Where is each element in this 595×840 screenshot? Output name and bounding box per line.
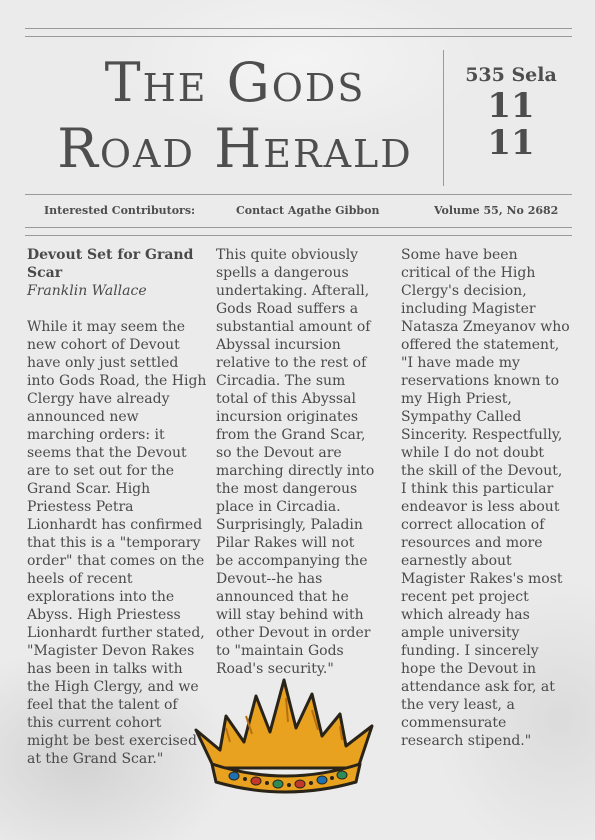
date-month: 535 Sela (465, 64, 557, 86)
date-line2: 11 (487, 86, 535, 126)
article-body-col1: While it may seem the new cohort of Devout have only just settled into Gods Road, the High Clergy have already announced new marching orders: it seems that the Devout are to set out for the Grand Scar. High Priestess Petra Lionhardt has confirmed that this is a "temporary order" that comes on the heels of recent explorations into the Abyss. High Priestess Lionhardt further stated, "Magister Devon Rakes has been in talks with the High Clergy, and we feel that the talent of this current cohort might be best exercised at the Grand Scar." (27, 319, 207, 767)
masthead-divider (443, 50, 444, 186)
top-rule-inner (25, 36, 572, 37)
article-column-2 (216, 246, 376, 678)
top-rule (25, 28, 572, 29)
article-body-col3: Some have been critical of the High Clergy's decision, including Magister Natasza Zmeyanov who offered the statement, "I have made my reservations known to my High Priest, Sympathy Called Sincerity. Respectfully, while I do not doubt the skill of the Devout, I think this particular endeavor is less about correct allocation of resources and more earnestly about Magister Rakes's most recent pet project which already has ample university funding. I sincerely hope the Devout in attendance ask for, at the very least, a commensurate research stipend." (401, 247, 570, 749)
issue-date (445, 62, 577, 162)
article-byline: Franklin Wallace (27, 283, 147, 299)
info-rule-bottom (25, 227, 572, 228)
article-column-1 (27, 246, 207, 768)
date-line3: 11 (487, 123, 535, 163)
masthead-line2: Road Herald (57, 117, 413, 180)
contact-label: Contact Agathe Gibbon (236, 204, 380, 217)
article-column-3 (401, 246, 571, 750)
crown-icon (186, 676, 384, 802)
info-rule-top (25, 194, 572, 195)
masthead-line1: The Gods (104, 51, 366, 114)
article-headline: Devout Set for Grand Scar (27, 247, 194, 281)
article-body-col2: This quite obviously spells a dangerous undertaking. Afterall, Gods Road suffers a substantial amount of Abyssal incursion relative to the rest of Circadia. The sum total of this Abyssal incursion originates from the Grand Scar, so the Devout are marching directly into the most dangerous place in Circadia. Surprisingly, Paladin Pilar Rakes will not be accompanying the Devout--he has announced that he will stay behind with other Devout in order to "maintain Gods Road's security." (216, 247, 375, 677)
contributors-label: Interested Contributors: (44, 204, 196, 217)
volume-label: Volume 55, No 2682 (434, 204, 559, 217)
masthead-title (30, 50, 440, 182)
info-rule-bottom-inner (25, 235, 572, 236)
